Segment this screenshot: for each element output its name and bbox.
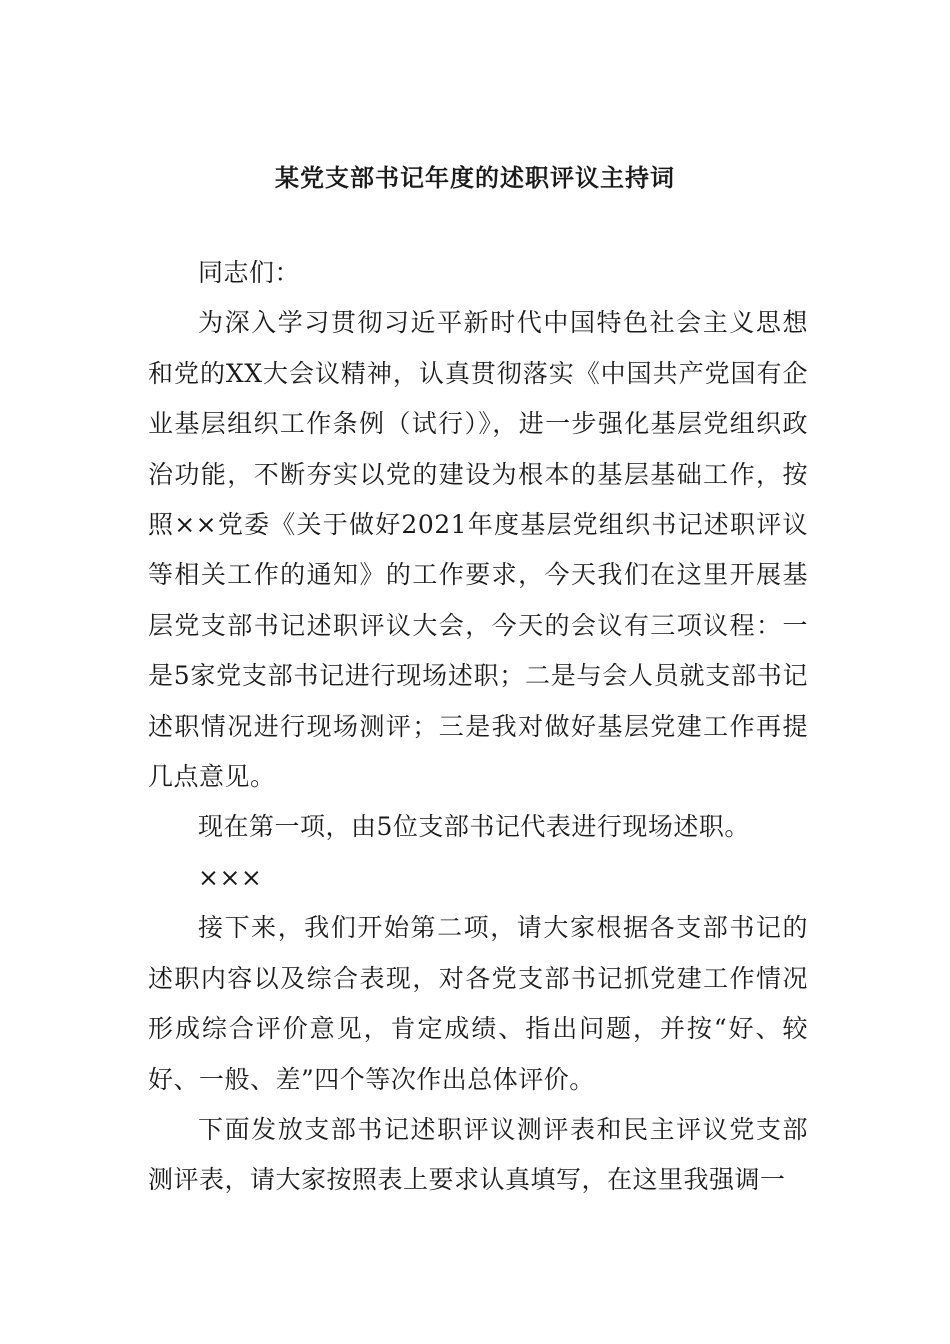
- evaluation-form-paragraph: 下面发放支部书记述职评议测评表和民主评议党支部测评表，请大家按照表上要求认真填写，在这里我强调一: [148, 1114, 808, 1195]
- salutation-paragraph: 同志们：: [198, 258, 301, 287]
- placeholder-name-paragraph: ×××: [198, 862, 263, 892]
- second-item-paragraph: 接下来，我们开始第二项，请大家根据各支部书记的述职内容以及综合表现，对各党支部书记抓党建工作情况形成综合评价意见，肯定成绩、指出问题，并按“好、较好、一般、差”四个等次作出总体评价。: [148, 913, 808, 1094]
- document-title: 某党支部书记年度的述职评议主持词: [275, 163, 675, 192]
- first-item-paragraph: 现在第一项，由5位支部书记代表进行现场述职。: [198, 812, 750, 842]
- document-body: [148, 248, 808, 1206]
- intro-paragraph: 为深入学习贯彻习近平新时代中国特色社会主义思想和党的XX大会议精神，认真贯彻落实《中国共产党国有企业基层组织工作条例（试行）》，进一步强化基层党组织政治功能，不断夯实以党的建设为根本的基层基础工作，按照××党委《关于做好2021年度基层党组织书记述职评议等相关工作的通知》的工作要求，今天我们在这里开展基层党支部书记述职评议大会，今天的会议有三项议程：一是5家党支部书记进行现场述职；二是与会人员就支部书记述职情况进行现场测评；三是我对做好基层党建工作再提几点意见。: [148, 308, 808, 792]
